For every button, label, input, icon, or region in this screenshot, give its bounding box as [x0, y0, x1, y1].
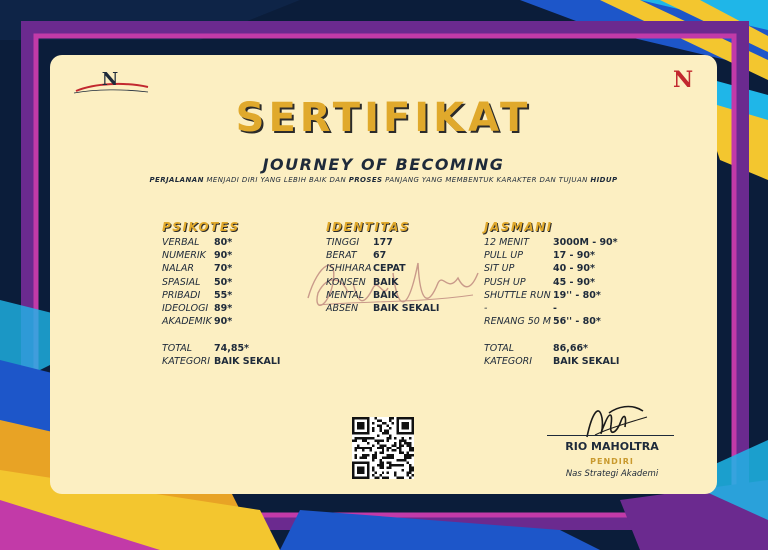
qr-module	[362, 447, 364, 449]
qr-module	[372, 459, 374, 461]
qr-module	[384, 422, 386, 424]
qr-module	[369, 449, 371, 451]
identity-row	[326, 249, 439, 262]
qr-module	[382, 462, 384, 464]
qr-module	[377, 419, 379, 421]
qr-module	[354, 447, 356, 449]
qr-module	[382, 472, 384, 474]
tagline-word: HIDUP	[590, 176, 618, 184]
spacer	[484, 328, 619, 341]
qr-module	[394, 449, 396, 451]
qr-module	[402, 452, 404, 454]
qr-module	[372, 422, 374, 424]
qr-module	[362, 437, 364, 439]
qr-module	[359, 447, 361, 449]
fitness-value: 40 - 90*	[553, 263, 595, 275]
qr-module	[392, 417, 394, 419]
fitness-row	[484, 262, 619, 275]
qr-module	[379, 439, 381, 441]
qr-module	[364, 447, 366, 449]
qr-module	[402, 469, 404, 471]
qr-module	[387, 462, 389, 464]
qr-module	[399, 442, 401, 444]
identity-label: BERAT	[326, 250, 357, 262]
summary-label: KATEGORI	[484, 355, 533, 367]
qr-module	[354, 439, 356, 441]
qr-module	[379, 419, 381, 421]
qr-module	[379, 452, 381, 454]
qr-module	[389, 419, 391, 421]
qr-module	[399, 447, 401, 449]
qr-module	[409, 444, 411, 446]
identity-row	[326, 289, 439, 302]
qr-module	[379, 462, 381, 464]
score-value: 80*	[214, 237, 233, 248]
identity-value: BAIK	[373, 289, 399, 301]
qr-module	[404, 454, 406, 456]
qr-module	[387, 449, 389, 451]
summary-row	[162, 355, 280, 368]
qr-module	[387, 447, 389, 449]
signature-line	[547, 435, 674, 436]
identity-label: ABSEN	[326, 302, 359, 314]
qr-module	[389, 427, 391, 429]
signatory-organization: Nas Strategi Akademi	[565, 469, 659, 479]
qr-module	[399, 477, 401, 479]
qr-module	[397, 447, 399, 449]
qr-module	[382, 464, 384, 466]
certificate-card	[50, 55, 717, 494]
qr-module	[387, 472, 389, 474]
qr-module	[372, 427, 374, 429]
qr-module	[409, 472, 411, 474]
identity-label: KONSEN	[326, 276, 366, 288]
summary-value: BAIK SEKALI	[214, 355, 281, 367]
identity-label: ISHIHARA	[326, 263, 372, 275]
qr-module	[359, 457, 361, 459]
identity-row	[326, 262, 439, 275]
qr-module	[357, 437, 359, 439]
qr-module	[384, 477, 386, 479]
score-label: NALAR	[162, 263, 194, 275]
fitness-row	[484, 315, 619, 328]
qr-module	[369, 437, 371, 439]
qr-module	[382, 444, 384, 446]
score-value: 70*	[214, 263, 233, 275]
qr-module	[362, 454, 364, 456]
qr-module	[387, 467, 389, 469]
qr-module	[412, 454, 414, 456]
spacer	[162, 328, 280, 341]
qr-module	[409, 477, 411, 479]
qr-module	[412, 469, 414, 471]
qr-module	[412, 467, 414, 469]
fitness-row	[484, 302, 619, 315]
fitness-row	[484, 236, 619, 249]
fitness-label: 12 MENIT	[484, 237, 530, 248]
qr-module	[389, 447, 391, 449]
identitas-section	[326, 220, 439, 315]
fitness-value: 19'' - 80*	[553, 289, 601, 301]
qr-module	[407, 454, 409, 456]
qr-module	[407, 444, 409, 446]
qr-module	[407, 457, 409, 459]
qr-module	[377, 442, 379, 444]
qr-module	[362, 449, 364, 451]
qr-module	[392, 464, 394, 466]
score-label: PRIBADI	[162, 289, 201, 301]
qr-module	[389, 437, 391, 439]
qr-module	[382, 447, 384, 449]
signatory-name: RIO MAHOLTRA	[565, 440, 659, 453]
qr-module	[409, 467, 411, 469]
qr-module	[392, 454, 394, 456]
summary-value: 74,85*	[214, 342, 250, 354]
qr-module	[374, 454, 376, 456]
identity-value: 177	[373, 237, 393, 248]
qr-module	[394, 444, 396, 446]
qr-module	[399, 444, 401, 446]
qr-module	[354, 449, 356, 451]
qr-module	[387, 457, 389, 459]
qr-module	[379, 447, 381, 449]
qr-module	[409, 437, 411, 439]
qr-module	[379, 459, 381, 461]
score-value: 90*	[214, 250, 233, 262]
qr-module	[379, 444, 381, 446]
fitness-row	[484, 249, 619, 262]
qr-module	[372, 429, 374, 431]
identity-value: 67	[373, 250, 387, 262]
summary-label: TOTAL	[484, 342, 515, 354]
qr-module	[409, 457, 411, 459]
qr-module	[369, 447, 371, 449]
certificate-tagline	[50, 176, 717, 184]
qr-module	[389, 454, 391, 456]
qr-module	[384, 432, 386, 434]
qr-module	[357, 447, 359, 449]
identity-value: CEPAT	[373, 263, 406, 275]
score-label: SPASIAL	[162, 276, 201, 288]
qr-module	[387, 424, 389, 426]
qr-module	[364, 439, 366, 441]
qr-module	[409, 442, 411, 444]
qr-module	[364, 437, 366, 439]
qr-module	[389, 434, 391, 436]
certificate-subtitle: JOURNEY OF BECOMING	[262, 155, 505, 174]
score-row	[162, 302, 280, 315]
qr-module	[412, 474, 414, 476]
qr-module	[389, 462, 391, 464]
score-row	[162, 249, 280, 262]
qr-module	[404, 439, 406, 441]
tagline-text: MENJADI DIRI YANG LEBIH BAIK DAN	[203, 176, 349, 184]
qr-module	[404, 442, 406, 444]
brand-logo	[70, 65, 150, 95]
qr-module	[392, 457, 394, 459]
qr-module	[382, 452, 384, 454]
certificate-title: SERTIFIKAT	[235, 95, 532, 141]
qr-module	[354, 457, 356, 459]
summary-row	[162, 342, 280, 355]
score-row	[162, 315, 280, 328]
qr-module	[407, 474, 409, 476]
identity-value: BAIK	[373, 276, 399, 288]
qr-module	[397, 464, 399, 466]
qr-module	[407, 452, 409, 454]
qr-module	[377, 447, 379, 449]
qr-module	[407, 462, 409, 464]
qr-module	[394, 442, 396, 444]
fitness-value: -	[553, 302, 557, 314]
jasmani-heading: JASMANI	[484, 220, 553, 234]
fitness-label: SIT UP	[484, 263, 515, 275]
qr-module	[387, 477, 389, 479]
qr-module	[387, 429, 389, 431]
qr-module	[367, 454, 369, 456]
identity-row	[326, 236, 439, 249]
tagline-word: PROSES	[348, 176, 383, 184]
qr-module	[387, 454, 389, 456]
qr-module	[374, 452, 376, 454]
qr-module	[389, 457, 391, 459]
qr-module	[399, 452, 401, 454]
score-row	[162, 262, 280, 275]
fitness-label: -	[484, 302, 488, 314]
qr-module	[382, 439, 384, 441]
qr-module	[387, 432, 389, 434]
score-label: AKADEMIK	[162, 316, 212, 328]
fitness-value: 3000M - 90*	[553, 237, 618, 248]
fitness-value: 56'' - 80*	[553, 316, 601, 328]
summary-label: KATEGORI	[162, 355, 211, 367]
summary-row	[484, 342, 619, 355]
qr-module	[399, 464, 401, 466]
qr-code[interactable]	[352, 417, 414, 479]
qr-module	[362, 457, 364, 459]
tagline-text: PANJANG YANG MEMBENTUK KARAKTER DAN TUJUAN	[382, 176, 591, 184]
qr-module	[402, 437, 404, 439]
qr-module	[377, 424, 379, 426]
qr-module	[372, 457, 374, 459]
qr-module	[354, 437, 356, 439]
score-row	[162, 289, 280, 302]
identity-row	[326, 276, 439, 289]
qr-module	[384, 429, 386, 431]
qr-module	[374, 417, 376, 419]
qr-module	[399, 439, 401, 441]
summary-row	[484, 355, 619, 368]
qr-module	[372, 474, 374, 476]
qr-module	[394, 474, 396, 476]
score-value: 50*	[214, 276, 233, 288]
fitness-value: 45 - 90*	[553, 276, 595, 288]
qr-module	[397, 477, 399, 479]
qr-module	[377, 477, 379, 479]
qr-module	[389, 464, 391, 466]
summary-value: 86,66*	[553, 342, 589, 354]
qr-module	[409, 454, 411, 456]
qr-module	[407, 442, 409, 444]
qr-module	[374, 439, 376, 441]
qr-module	[377, 434, 379, 436]
fitness-label: SHUTTLE RUN	[484, 289, 551, 301]
qr-module	[409, 469, 411, 471]
identity-label: TINGGI	[326, 237, 360, 248]
qr-module	[377, 464, 379, 466]
qr-module	[379, 474, 381, 476]
qr-module	[409, 447, 411, 449]
identitas-heading: IDENTITAS	[326, 220, 410, 234]
qr-module	[372, 469, 374, 471]
qr-module	[387, 439, 389, 441]
score-label: IDEOLOGI	[162, 302, 209, 314]
identity-value: BAIK SEKALI	[373, 302, 440, 314]
qr-module	[409, 449, 411, 451]
qr-module	[404, 459, 406, 461]
identity-row	[326, 302, 439, 315]
qr-module	[382, 477, 384, 479]
score-value: 90*	[214, 316, 233, 328]
qr-module	[379, 467, 381, 469]
qr-module	[412, 449, 414, 451]
brand-logo-small	[667, 63, 699, 95]
summary-label: TOTAL	[162, 342, 193, 354]
qr-module	[377, 439, 379, 441]
qr-module	[357, 444, 359, 446]
identity-label: MENTAL	[326, 289, 365, 301]
qr-module	[382, 467, 384, 469]
qr-module	[389, 467, 391, 469]
qr-module	[409, 464, 411, 466]
qr-module	[392, 449, 394, 451]
qr-module	[367, 447, 369, 449]
qr-module	[394, 464, 396, 466]
qr-module	[372, 444, 374, 446]
qr-module	[402, 459, 404, 461]
qr-module	[412, 447, 414, 449]
qr-module	[364, 457, 366, 459]
qr-module	[392, 444, 394, 446]
fitness-label: PULL UP	[484, 250, 523, 262]
score-label: VERBAL	[162, 237, 200, 248]
qr-module	[374, 457, 376, 459]
qr-module	[402, 444, 404, 446]
qr-module	[387, 437, 389, 439]
score-row	[162, 236, 280, 249]
qr-module	[374, 477, 376, 479]
qr-module	[379, 427, 381, 429]
qr-module	[389, 417, 391, 419]
qr-module	[394, 437, 396, 439]
qr-module	[402, 477, 404, 479]
qr-module	[399, 459, 401, 461]
qr-module	[382, 457, 384, 459]
fitness-label: RENANG 50 M	[484, 316, 552, 328]
tagline-word: PERJALANAN	[149, 176, 204, 184]
qr-module	[382, 449, 384, 451]
qr-module	[394, 472, 396, 474]
qr-module	[354, 454, 356, 456]
qr-module	[374, 472, 376, 474]
psikotes-heading: PSIKOTES	[162, 220, 240, 234]
qr-module	[384, 444, 386, 446]
jasmani-section	[484, 220, 619, 368]
qr-module	[372, 467, 374, 469]
fitness-label: PUSH UP	[484, 276, 526, 288]
qr-module	[397, 459, 399, 461]
qr-module	[392, 422, 394, 424]
fitness-value: 17 - 90*	[553, 250, 595, 262]
qr-module	[364, 454, 366, 456]
summary-value: BAIK SEKALI	[553, 355, 620, 367]
score-label: NUMERIK	[162, 250, 206, 262]
fitness-row	[484, 276, 619, 289]
psikotes-section	[162, 220, 280, 368]
qr-module	[379, 429, 381, 431]
qr-module	[367, 437, 369, 439]
score-row	[162, 276, 280, 289]
fitness-row	[484, 289, 619, 302]
score-value: 55*	[214, 289, 233, 301]
logo-letter: N	[101, 69, 119, 90]
qr-module	[399, 449, 401, 451]
qr-module	[402, 464, 404, 466]
qr-module	[379, 424, 381, 426]
qr-module	[404, 457, 406, 459]
qr-module	[359, 437, 361, 439]
qr-module	[402, 439, 404, 441]
qr-module	[352, 439, 354, 441]
qr-module	[384, 457, 386, 459]
score-value: 89*	[214, 302, 233, 314]
qr-module	[407, 472, 409, 474]
qr-module	[382, 432, 384, 434]
qr-module	[382, 422, 384, 424]
signatory-role: PENDIRI	[590, 457, 634, 466]
qr-module	[367, 442, 369, 444]
qr-module	[362, 439, 364, 441]
qr-module	[379, 464, 381, 466]
qr-module	[372, 454, 374, 456]
qr-module	[372, 437, 374, 439]
logo-letter-small: N	[672, 67, 694, 93]
